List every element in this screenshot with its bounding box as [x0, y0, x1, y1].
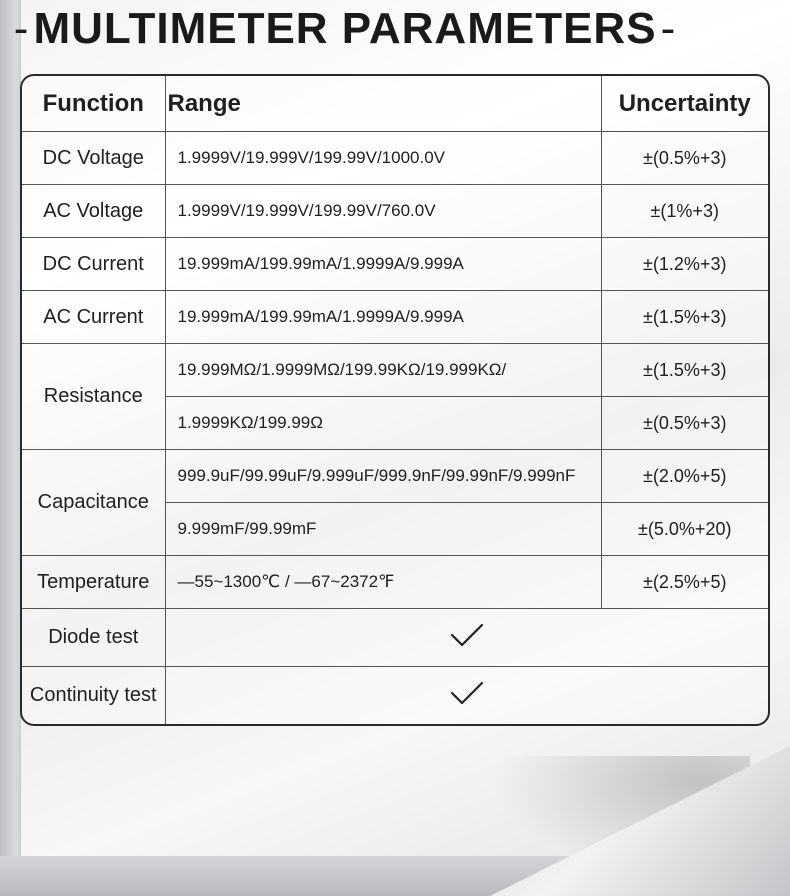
- table-row: [22, 238, 768, 291]
- function-cell: AC Voltage: [22, 185, 165, 238]
- uncertainty-cell: ±(1.2%+3): [601, 238, 768, 291]
- range-cell: 1.9999V/19.999V/199.99V/1000.0V: [165, 132, 601, 185]
- uncertainty-cell: ±(0.5%+3): [601, 397, 768, 450]
- function-cell: Resistance: [22, 344, 165, 450]
- range-cell: 9.999mF/99.99mF: [165, 503, 601, 556]
- range-cell: 999.9uF/99.99uF/9.999uF/999.9nF/99.99nF/9.999nF: [165, 450, 601, 503]
- range-cell: 1.9999V/19.999V/199.99V/760.0V: [165, 185, 601, 238]
- parameters-table-container: [20, 74, 770, 726]
- page-title: [0, 4, 690, 54]
- title-dash-right: -: [660, 4, 677, 53]
- function-cell: AC Current: [22, 291, 165, 344]
- checkmark-icon: [450, 680, 484, 706]
- table-row: [22, 450, 768, 503]
- supported-cell: [165, 609, 768, 667]
- header-function: Function: [22, 76, 165, 132]
- function-cell: Continuity test: [22, 667, 165, 725]
- range-cell: 19.999MΩ/1.9999MΩ/199.99KΩ/19.999KΩ/: [165, 344, 601, 397]
- table-row: [22, 185, 768, 238]
- title-text: MULTIMETER PARAMETERS: [33, 4, 657, 53]
- uncertainty-cell: ±(5.0%+20): [601, 503, 768, 556]
- function-cell: Diode test: [22, 609, 165, 667]
- supported-cell: [165, 667, 768, 725]
- table-row: [22, 291, 768, 344]
- uncertainty-cell: ±(0.5%+3): [601, 132, 768, 185]
- range-cell: 19.999mA/199.99mA/1.9999A/9.999A: [165, 291, 601, 344]
- paper-edge: [0, 0, 22, 896]
- function-cell: Temperature: [22, 556, 165, 609]
- uncertainty-cell: ±(2.5%+5): [601, 556, 768, 609]
- uncertainty-cell: ±(1.5%+3): [601, 344, 768, 397]
- range-cell: —55~1300℃ / —67~2372℉: [165, 556, 601, 609]
- range-cell: 19.999mA/199.99mA/1.9999A/9.999A: [165, 238, 601, 291]
- header-uncertainty: Uncertainty: [601, 76, 768, 132]
- range-cell: 1.9999KΩ/199.99Ω: [165, 397, 601, 450]
- title-dash-left: -: [13, 4, 30, 53]
- header-row: [22, 76, 768, 132]
- parameters-table: [22, 76, 768, 725]
- table-row: [22, 667, 768, 725]
- table-row: [22, 132, 768, 185]
- table-row: [22, 344, 768, 397]
- function-cell: DC Current: [22, 238, 165, 291]
- function-cell: Capacitance: [22, 450, 165, 556]
- uncertainty-cell: ±(2.0%+5): [601, 450, 768, 503]
- uncertainty-cell: ±(1%+3): [601, 185, 768, 238]
- function-cell: DC Voltage: [22, 132, 165, 185]
- table-row: [22, 609, 768, 667]
- checkmark-icon: [450, 622, 484, 648]
- uncertainty-cell: ±(1.5%+3): [601, 291, 768, 344]
- header-range: Range: [165, 76, 601, 132]
- table-row: [22, 556, 768, 609]
